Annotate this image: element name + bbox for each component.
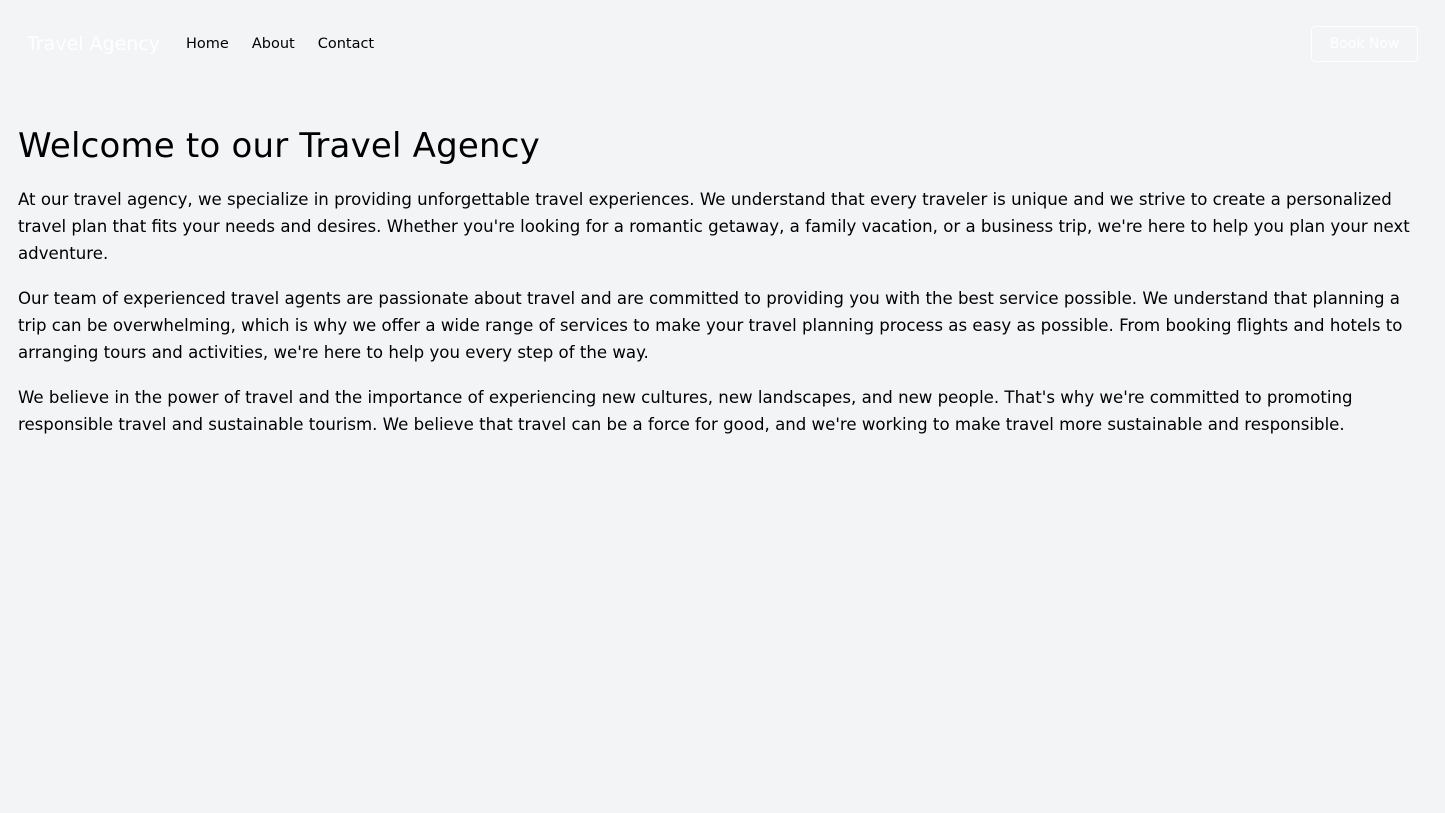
nav-links xyxy=(186,36,397,52)
team-paragraph: Our team of experienced travel agents are passionate about travel and are committed to providing you with the best service possible. We understand that planning a trip can be overwhelming, which is why we offer a wide range of services to make your travel planning process as easy as possible. From booking flights and hotels to arranging tours and activities, we're here to help you every step of the way. xyxy=(18,289,1403,362)
top-navbar xyxy=(0,0,1445,88)
page-title: Welcome to our Travel Agency xyxy=(18,126,541,166)
intro-paragraph: At our travel agency, we specialize in providing unforgettable travel experiences. We understand that every traveler is unique and we strive to create a personalized travel plan that fits your needs and desires. Whether you're looking for a romantic getaway, a family vacation, or a business trip, we're here to help you plan your next adventure. xyxy=(18,190,1410,263)
values-paragraph: We believe in the power of travel and the importance of experiencing new cultures, new landscapes, and new people. That's why we're committed to promoting responsible travel and sustainable tourism. We believe that travel can be a force for good, and we're working to make travel more sustainable and responsible. xyxy=(18,388,1353,434)
brand-logo-text[interactable]: Travel Agency xyxy=(27,33,160,55)
main-content xyxy=(18,124,1428,456)
nav-link-about[interactable]: About xyxy=(251,36,295,52)
book-now-button[interactable]: Book Now xyxy=(1311,26,1418,62)
nav-link-contact[interactable]: Contact xyxy=(317,36,375,52)
nav-link-home[interactable]: Home xyxy=(186,36,229,52)
